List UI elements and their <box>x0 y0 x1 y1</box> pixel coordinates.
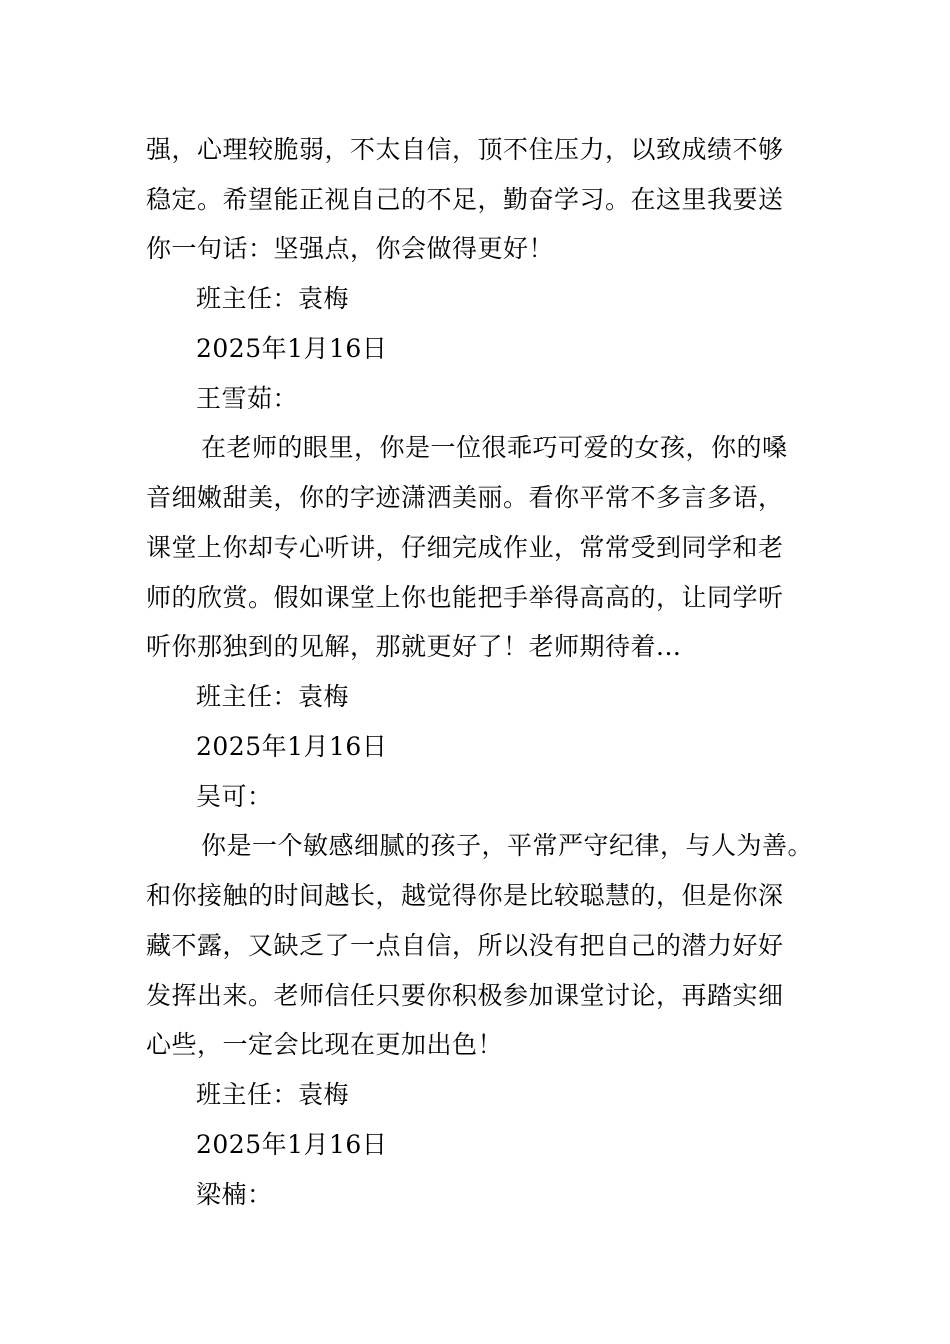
student-name: 梁楠： <box>196 1180 273 1209</box>
paragraph-line: 稳定。希望能正视自己的不足，勤奋学习。在这里我要送 <box>146 185 784 214</box>
paragraph-line: 在老师的眼里，你是一位很乖巧可爱的女孩，你的嗓 <box>201 433 788 462</box>
teacher-signature: 班主任：袁梅 <box>196 284 350 313</box>
paragraph-line: 发挥出来。老师信任只要你积极参加课堂讨论，再踏实细 <box>146 981 784 1010</box>
paragraph-line: 师的欣赏。假如课堂上你也能把手举得高高的，让同学听 <box>146 583 784 612</box>
paragraph-line: 心些，一定会比现在更加出色！ <box>146 1030 504 1059</box>
comment-date: 2025年1月16日 <box>196 334 388 363</box>
paragraph-line: 课堂上你却专心听讲，仔细完成作业，常常受到同学和老 <box>146 533 784 562</box>
paragraph-line: 强，心理较脆弱，不太自信，顶不住压力，以致成绩不够 <box>146 135 784 164</box>
paragraph-line: 藏不露，又缺乏了一点自信，所以没有把自己的潜力好好 <box>146 931 784 960</box>
student-name: 王雪茹： <box>196 384 299 413</box>
teacher-signature: 班主任：袁梅 <box>196 1080 350 1109</box>
paragraph-line: 音细嫩甜美，你的字迹潇洒美丽。看你平常不多言多语， <box>146 483 784 512</box>
student-name: 吴可： <box>196 782 273 811</box>
paragraph-line: 你一句话：坚强点，你会做得更好！ <box>146 234 555 263</box>
comment-date: 2025年1月16日 <box>196 732 388 761</box>
paragraph-line: 和你接触的时间越长，越觉得你是比较聪慧的，但是你深 <box>146 881 784 910</box>
teacher-signature: 班主任：袁梅 <box>196 682 350 711</box>
paragraph-line: 听你那独到的见解，那就更好了！老师期待着... <box>146 632 682 661</box>
comment-date: 2025年1月16日 <box>196 1130 388 1159</box>
paragraph-line: 你是一个敏感细腻的孩子，平常严守纪律，与人为善。 <box>201 831 814 860</box>
